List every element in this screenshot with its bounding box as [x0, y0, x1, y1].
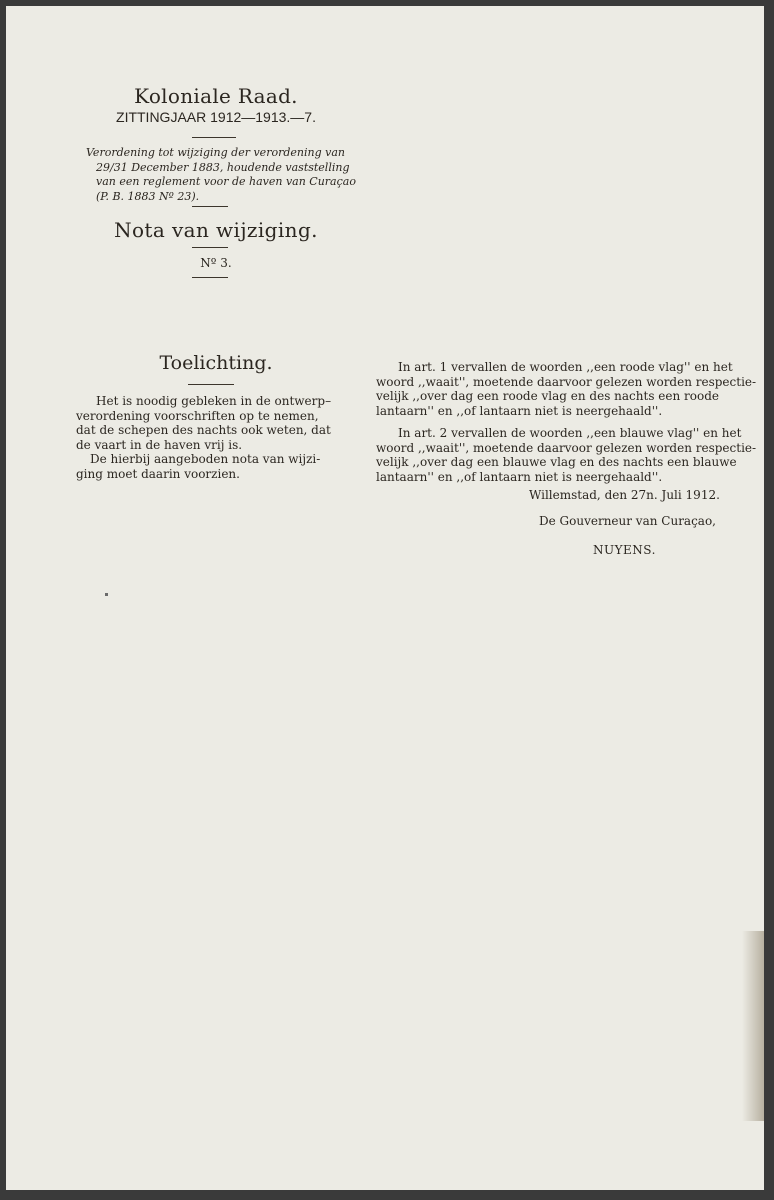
text-line: woord ,,waait'', moetende daarvoor gelezen worden respectie- [376, 374, 757, 389]
text-line: dat de schepen des nachts ook weten, dat [76, 423, 331, 437]
document-page [6, 6, 764, 1190]
nota-title: Nota van wijziging. [114, 218, 318, 242]
text-line: velijk ,,over dag een roode vlag en des nachts een roode [376, 389, 720, 403]
divider [192, 277, 228, 278]
divider [192, 247, 228, 248]
toelichting-text [76, 394, 342, 481]
ordinance-description [86, 146, 356, 204]
divider [188, 384, 234, 385]
amendment-text [376, 360, 757, 484]
description-line: Verordening tot wijziging der verordening van [86, 146, 345, 159]
description-line: (P. B. 1883 Nº 23). [96, 189, 200, 203]
nota-number: Nº 3. [200, 256, 232, 270]
divider [192, 206, 228, 207]
governor-office: De Gouverneur van Curaçao, [539, 514, 716, 528]
governor-name: NUYENS. [593, 543, 656, 557]
text-line: verordening voorschriften op te nemen, [76, 408, 319, 423]
text-line: woord ,,waait'', moetende daarvoor gelezen worden respectie- [376, 440, 757, 455]
text-line: Het is noodig gebleken in de ontwerp– [96, 394, 332, 408]
text-line: de vaart in de haven vrij is. [76, 437, 243, 452]
description-line: 29/31 December 1883, houdende vaststelling [96, 160, 350, 174]
text-line: velijk ,,over dag een blauwe vlag en des nachts een blauwe [376, 455, 737, 469]
place-date: Willemstad, den 27n. Juli 1912. [529, 488, 720, 502]
divider [192, 137, 236, 138]
text-line: In art. 1 vervallen de woorden ,,een roode vlag'' en het [398, 360, 733, 374]
text-line: In art. 2 vervallen de woorden ,,een blauwe vlag'' en het [398, 426, 742, 440]
text-line: lantaarn'' en ,,of lantaarn niet is neergehaald''. [376, 403, 663, 418]
text-line: ging moet daarin voorzien. [76, 466, 240, 481]
page-edge-wear [742, 931, 764, 1121]
session-year: ZITTINGJAAR 1912—1913.—7. [116, 109, 316, 125]
ink-speck [105, 593, 108, 596]
text-line: De hierbij aangeboden nota van wijzi- [90, 452, 321, 466]
description-line: van een reglement voor de haven van Curaçao [96, 175, 356, 188]
council-title: Koloniale Raad. [134, 84, 298, 108]
text-line: lantaarn'' en ,,of lantaarn niet is neergehaald''. [376, 469, 663, 484]
toelichting-heading: Toelichting. [159, 352, 273, 374]
